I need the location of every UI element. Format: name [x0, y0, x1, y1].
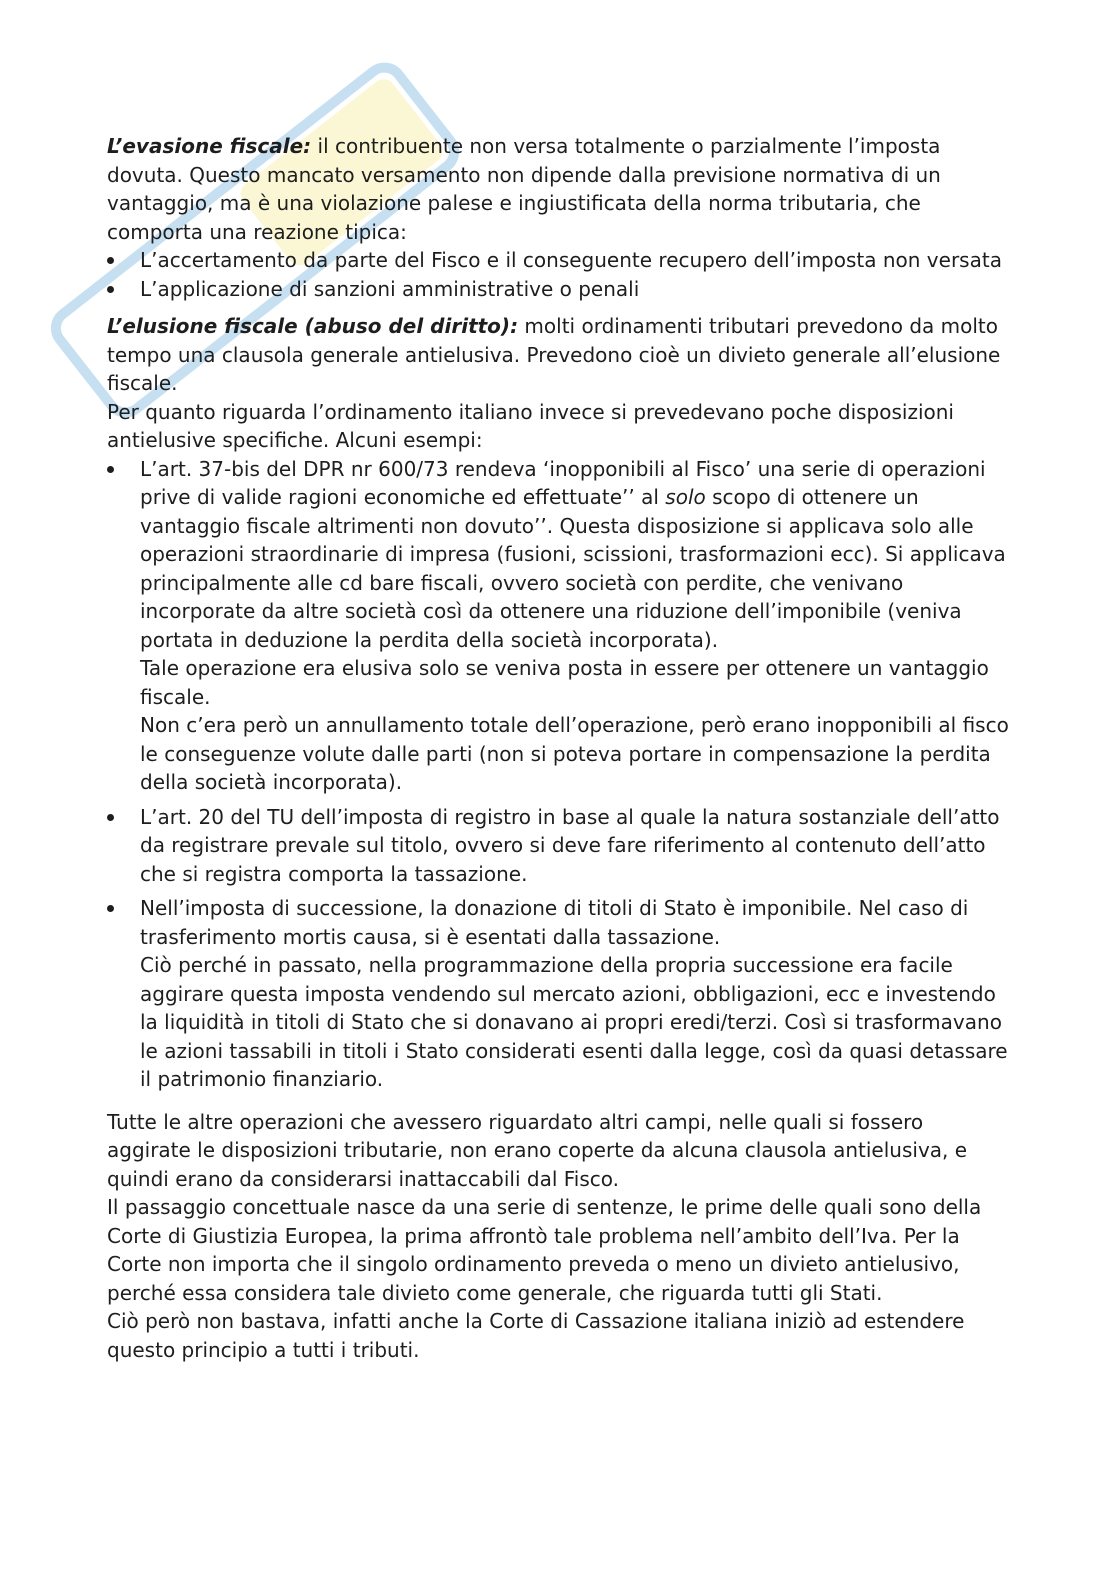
- list-item: L’accertamento da parte del Fisco e il conseguente recupero dell’imposta non versata: [107, 246, 1012, 275]
- elusione-heading: L’elusione fiscale (abuso del diritto):: [107, 314, 519, 338]
- evasione-bullet-list: [107, 246, 1012, 303]
- list-item: L’art. 37-bis del DPR nr 600/73 rendeva ‘inopponibili al Fisco’ una serie di operazioni prive di valide ragioni economiche ed effettuate’’ al solo scopo di ottenere un vantaggio fiscale altrimenti non dovuto’’. Questa disposizione si applicava solo alle operazioni straordinarie di impresa (fusioni, scissioni, trasformazioni ecc). Si applicava principalmente alle cd bare fiscali, ovvero società con perdite, che venivano incorporate da altre società così da ottenere una riduzione dell’imponibile (veniva portata in deduzione la perdita della società incorporata). Tale operazione era elusiva solo se veniva posta in essere per ottenere un vantaggio fiscale. Non c’era però un annullamento totale dell’operazione, però erano inopponibili al fisco le conseguenze volute dalle parti (non si poteva portare in compensazione la perdita della società incorporata).: [107, 455, 1012, 797]
- document-body: [107, 132, 1012, 1364]
- list-item: L’applicazione di sanzioni amministrative o penali: [107, 275, 1012, 304]
- evasione-text: il contribuente non versa totalmente o parzialmente l’imposta dovuta. Questo mancato versamento non dipende dalla previsione normativa di un vantaggio, ma è una violazione palese e ingiustificata della norma tributaria, che comporta una reazione tipica:: [107, 134, 941, 244]
- elusione-bullet-list: [107, 455, 1012, 1094]
- evasione-heading: L’evasione fiscale:: [107, 134, 312, 158]
- elusione-paragraph: [107, 312, 1012, 398]
- conclusion-paragraph-1: Tutte le altre operazioni che avessero riguardato altri campi, nelle quali si fossero aggirate le disposizioni tributarie, non erano coperte da alcuna clausola antielusiva, e quindi erano da considerarsi inattaccabili dal Fisco.: [107, 1109, 968, 1191]
- bullet-dot-icon: [107, 466, 114, 473]
- bullet-dot-icon: [107, 905, 114, 912]
- list-item: L’art. 20 del TU dell’imposta di registro in base al quale la natura sostanziale dell’atto da registrare prevale sul titolo, ovvero si deve fare riferimento al contenuto dell’atto che si registra comporta la tassazione.: [107, 803, 1012, 889]
- evasione-paragraph: [107, 132, 1012, 246]
- elusione-text: molti ordinamenti tributari prevedono da molto tempo una clausola generale antielusiva. Prevedono cioè un divieto generale all’elusione fiscale.: [107, 314, 1001, 395]
- bullet-dot-icon: [107, 257, 114, 264]
- list-item: Nell’imposta di successione, la donazione di titoli di Stato è imponibile. Nel caso di trasferimento mortis causa, si è esentati dalla tassazione. Ciò perché in passato, nella programmazione della propria successione era facile aggirare questa imposta vendendo sul mercato azioni, obbligazioni, ecc e investendo la liquidità in titoli di Stato che si donavano ai propri eredi/terzi. Così si trasformavano le azioni tassabili in titoli i Stato considerati esenti dalla legge, così da quasi detassare il patrimonio finanziario.: [107, 894, 1012, 1094]
- bullet-dot-icon: [107, 814, 114, 821]
- conclusion-paragraph-2: Il passaggio concettuale nasce da una serie di sentenze, le prime delle quali sono della Corte di Giustizia Europea, la prima affrontò tale problema nell’ambito dell’Iva. Per la Corte non importa che il singolo ordinamento preveda o meno un divieto antielusivo, perché essa considera tale divieto come generale, che riguarda tutti gli Stati.: [107, 1195, 982, 1305]
- elusione-intro: Per quanto riguarda l’ordinamento italiano invece si prevedevano poche disposizioni antielusive specifiche. Alcuni esempi:: [107, 399, 954, 452]
- conclusion-paragraph-3: Ciò però non bastava, infatti anche la Corte di Cassazione italiana iniziò ad estendere questo principio a tutti i tributi.: [107, 1309, 965, 1362]
- bullet-dot-icon: [107, 286, 114, 293]
